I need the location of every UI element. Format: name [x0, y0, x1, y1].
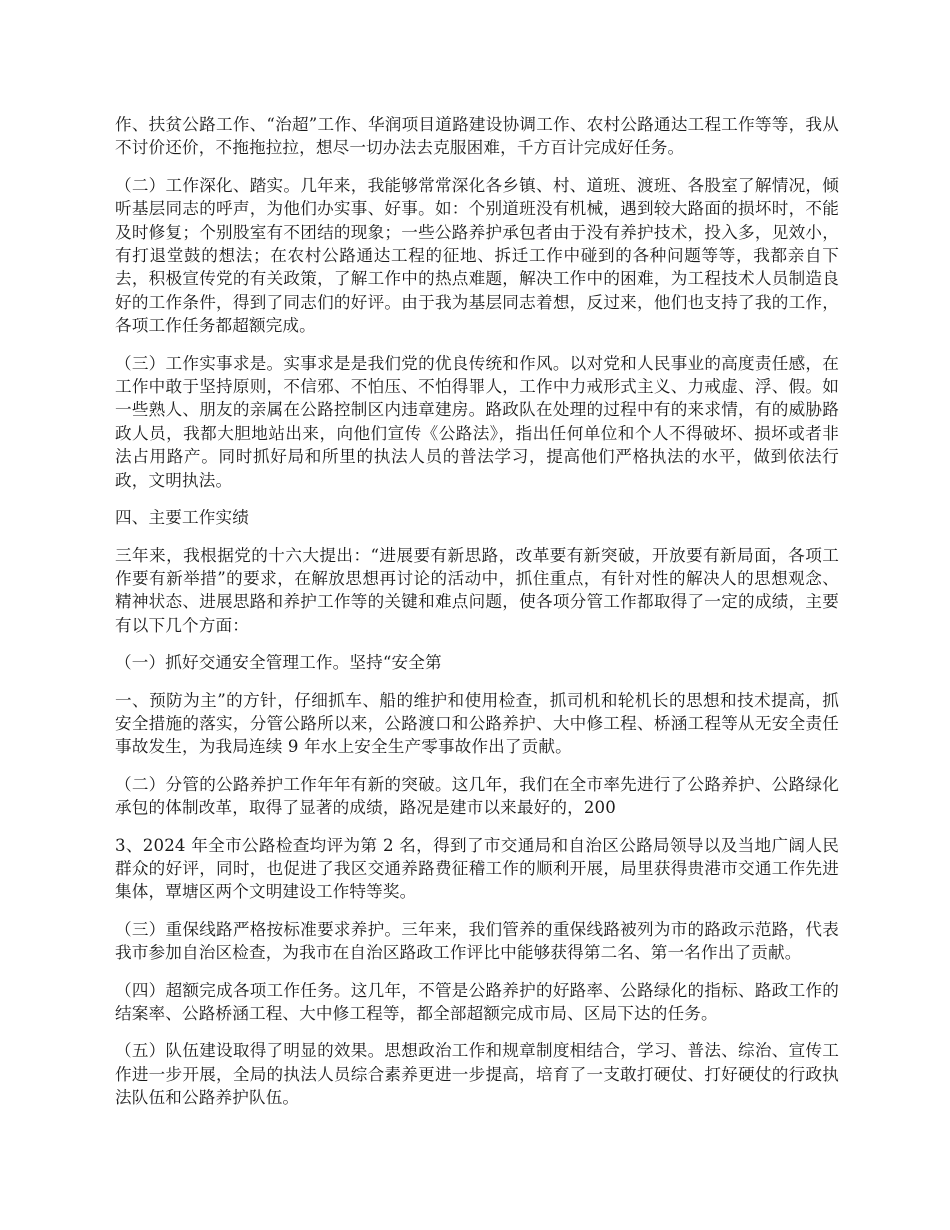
paragraph-tasks-exceeded: （四）超额完成各项工作任务。这几年，不管是公路养护的好路率、公路绿化的指标、路政工作的结案率、公路桥涵工程、大中修工程等，都全部超额完成市局、区局下达的任务。 [115, 980, 839, 1023]
paragraph-inspection-results: 3、2024 年全市公路检查均评为第 2 名，得到了市交通局和自治区公路局领导以及当地广阔人民群众的好评，同时，也促进了我区交通养路费征稽工作的顺利开展，局里获得贵港市交通工作先进集体，覃塘区两个文明建设工作特等奖。 [115, 835, 839, 902]
paragraph-seeking-truth: （三）工作实事求是。实事求是是我们党的优良传统和作风。以对党和人民事业的高度责任感，在工作中敢于坚持原则，不信邪、不怕压、不怕得罪人，工作中力戒形式主义、力戒虚、浮、假。如一些熟人、朋友的亲属在公路控制区内违章建房。路政队在处理的过程中有的来求情，有的威胁路政人员，我都大胆地站出来，向他们宣传《公路法》，指出任何单位和个人不得破坏、损坏或者非法占用路产。同时抓好局和所里的执法人员的普法学习，提高他们严格执法的水平，做到依法行政，文明执法。 [115, 353, 839, 490]
paragraph-road-maintenance: （二）分管的公路养护工作年年有新的突破。这几年，我们在全市率先进行了公路养护、公路绿化承包的体制改革，取得了显著的成绩，路况是建市以来最好的，200 [115, 774, 839, 818]
paragraph-work-deepening: （二）工作深化、踏实。几年来，我能够常常深化各乡镇、村、道班、渡班、各股室了解情况，倾听基层同志的呼声，为他们办实事、好事。如：个别道班没有机械，遇到较大路面的损坏时，不能及时修复；个别股室有不团结的现象；一些公路养护承包者由于没有养护技术，投入多，见效小，有打退堂鼓的想法；在农村公路通达工程的征地、拆迁工作中碰到的各种问题等等，我都亲自下去，积极宣传党的有关政策，了解工作中的热点难题，解决工作中的困难，为工程技术人员制造良好的工作条件，得到了同志们的好评。由于我为基层同志着想，反过来，他们也支持了我的工作，各项工作任务都超额完成。 [115, 175, 839, 336]
document-body [115, 113, 839, 1124]
paragraph-team-building: （五）队伍建设取得了明显的效果。思想政治工作和规章制度相结合，学习、普法、综治、宣传工作进一步开展，全局的执法人员综合素养更进一步提高，培育了一支敢打硬仗、打好硬仗的行政执法队伍和公路养护队伍。 [115, 1041, 839, 1108]
paragraph-continuation: 作、扶贫公路工作、“治超”工作、华润项目道路建设协调工作、农村公路通达工程工作等等，我从不讨价还价，不拖拖拉拉，想尽一切办法去克服困难，千方百计完成好任务。 [115, 115, 839, 158]
paragraph-safety-policy: 一、预防为主”的方针，仔细抓车、船的维护和使用检查，抓司机和轮机长的思想和技术提高，抓安全措施的落实，分管公路所以来，公路渡口和公路养护、大中修工程、桥涵工程等从无安全责任事故发生，为我局连续 9 年水上安全生产零事故作出了贡献。 [115, 690, 839, 757]
paragraph-safety-management: （一）抓好交通安全管理工作。坚持“安全第 [115, 653, 442, 673]
section-heading-achievements: 四、主要工作实绩 [115, 508, 249, 528]
paragraph-key-routes: （三）重保线路严格按标准要求养护。三年来，我们管养的重保线路被列为市的路政示范路，代表我市参加自治区检查，为我市在自治区路政工作评比中能够获得第二名、第一名作出了贡献。 [115, 919, 839, 963]
paragraph-achievements-intro: 三年来，我根据党的十六大提出：“进展要有新思路，改革要有新突破，开放要有新局面，各项工作要有新举措”的要求，在解放思想再讨论的活动中，抓住重点，有针对性的解决人的思想观念、精神状态、进展思路和养护工作等的关键和难点问题，使各项分管工作都取得了一定的成绩，主要有以下几个方面： [115, 545, 839, 635]
